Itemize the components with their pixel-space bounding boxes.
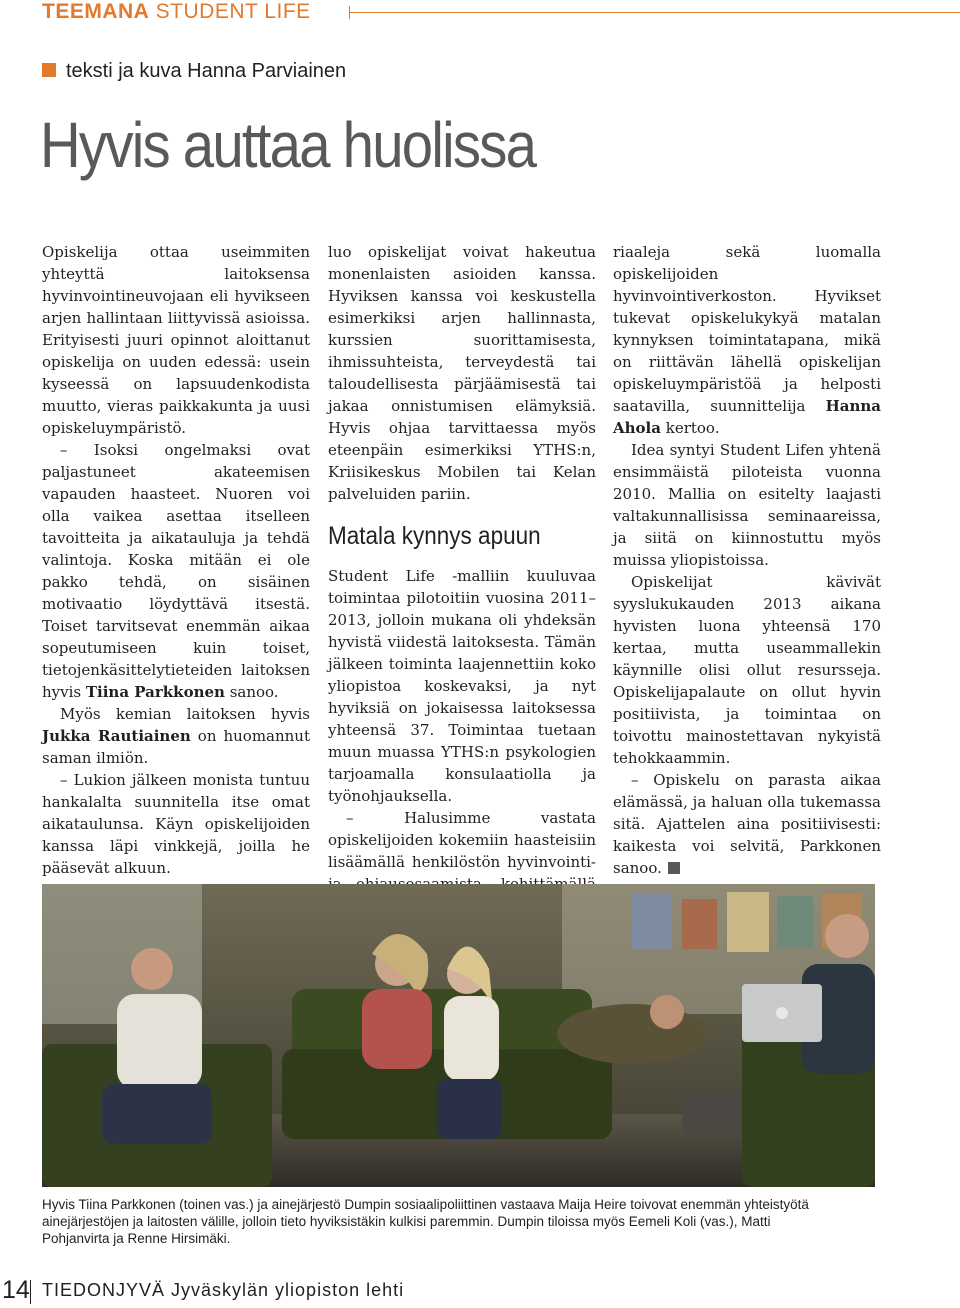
- page-footer: [0, 1276, 960, 1308]
- article-photo: [42, 884, 875, 1187]
- end-mark-icon: [668, 862, 680, 874]
- section-label: TEEMANA STUDENT LIFE: [42, 0, 311, 23]
- paragraph: Student Life -malliin kuuluvaa toimintaa pilotoitiin vuosina 2011–2013, jolloin mukana oli yhdeksän hyvistä viidestä laitoksesta. Tämän jälkeen toiminta laajennettiin koko yliopistoa koskevaksi, ja nyt hyviksiä on jokaisessa laitoksessa yhteensä 37. Toimintaa tuetaan muun muassa YTHS:n psykologien tarjoamalla konsulaatiolla ja työnohjauksella.: [328, 567, 596, 805]
- footer-divider: [30, 1280, 31, 1304]
- paragraph: luo opiskelijat voivat hakeutua monenlaisten asioiden kanssa. Hyviksen kanssa voi keskustella esimerkiksi arjen hallinnasta, kurssien suorittamisesta, ihmissuhteista, terveydestä tai taloudellisesta pärjäämisestä tai jakaa onnistumisen elämyksiä. Hyvis ohjaa tarvittaessa myös eteenpäin esimerkiksi YTHS:n, Kriisikeskus Mobilen tai Kelan palveluiden pariin.: [328, 243, 596, 503]
- page-number: 14: [2, 1276, 30, 1304]
- person-name: Jukka Rautiainen: [42, 727, 191, 745]
- section-header: [42, 0, 960, 28]
- paragraph: Idea syntyi Student Lifen yhtenä ensimmäistä piloteista vuonna 2010. Mallia on esitelty laajasti valtakunnallisissa seminaareissa, ja siitä on kiinnostuttu myös muissa yliopistoissa.: [613, 441, 881, 569]
- paragraph: – Lukion jälkeen monista tuntuu hankalalta suunnitella itse omat aikataulunsa. Käyn opiskelijoiden kanssa läpi vinkkejä, joilla he pääsevät alkuun.: [42, 771, 310, 877]
- paragraph: – Halusimme vastata opiskelijoiden kokemiin haasteisiin lisäämällä henkilöstön hyvinvointi-: [328, 809, 596, 871]
- paragraph: Opiskelijat kävivät syyslukukauden 2013 aikana hyvisten luona yhteensä 170 kertaa, mutta useammallekin käynnille olisi ollut resursseja. Opiskelijapalaute on ollut hyvin positiivista, ja toimintaa on toivottu mainostettavan nykyistä tehokkaammin.: [613, 573, 881, 767]
- header-rule: [349, 12, 960, 13]
- byline-square-icon: [42, 63, 56, 77]
- byline: teksti ja kuva Hanna Parviainen: [42, 60, 346, 83]
- paragraph: Myös kemian laitoksen hyvis Jukka Rautiainen on huomannut saman ilmiön.: [42, 705, 310, 767]
- paragraph: Opiskelija ottaa useimmiten yhteyttä laitoksensa hyvinvointineuvojaan eli hyvikseen arjen hallintaan liittyvissä asioissa. Erityisesti juuri opinnot aloittanut opiskelija on uuden edessä: usein kyseessä on lapsuudenkodista muutto, vieras paikkakunta ja uusi opiskeluympäristö.: [42, 243, 310, 437]
- person-name: Hanna Ahola: [613, 397, 881, 437]
- paragraph: – Isoksi ongelmaksi ovat paljastuneet akateemisen vapauden haasteet. Nuoren voi olla vaikea asettaa itselleen tavoitteita ja aikatauluja ja tehdä valintoja. Koska mitään ei ole pakko tehdä, on sisäinen motivaatio löydyttävä itsestä. Toiset tarvitsevat enemmän aikaa sopeutumiseen kuin toiset, tietojenkäsittelytieteiden laitoksen hyvis Tiina Parkkonen sanoo.: [42, 441, 310, 701]
- magazine-title: TIEDONJYVÄ Jyväskylän yliopiston lehti: [42, 1280, 405, 1300]
- article-column-2: [328, 241, 596, 939]
- photo-illustration: [42, 884, 875, 1187]
- article-column-1: [42, 241, 310, 945]
- paragraph: riaaleja sekä luomalla opiskelijoiden hyvinvointiverkoston. Hyvikset tukevat opiskelukykyä matalan kynnyksen toimintatapana, mikä on riittävän lähellä opiskelijan opiskeluympäristöä ja helposti saatavilla, suunnittelija Hanna Ahola kertoo.: [613, 243, 881, 437]
- paragraph: – Opiskelu on parasta aikaa elämässä, ja haluan olla tukemassa sitä. Ajattelen aina positiivisesti: kaikesta voi selvitä, Parkkonen sanoo.: [613, 771, 881, 877]
- subheading: Matala kynnys apuun: [328, 522, 541, 550]
- article-headline: Hyvis auttaa huolissa: [40, 109, 536, 181]
- article-column-3: [613, 241, 881, 945]
- person-name: Tiina Parkkonen: [85, 683, 225, 701]
- photo-caption: Hyvis Tiina Parkkonen (toinen vas.) ja ainejärjestö Dumpin sosiaalipoliittinen vastaava Maija Heire toivovat enemmän yhteistyötä ainejärjestöjen ja laitosten välille, jolloin tieto hyviksistäkin kulkisi paremmin. Dumpin tiloissa myös Eemeli Koli (vas.), Matti Pohjanvirta ja Renne Hirsimäki.: [42, 1197, 809, 1246]
